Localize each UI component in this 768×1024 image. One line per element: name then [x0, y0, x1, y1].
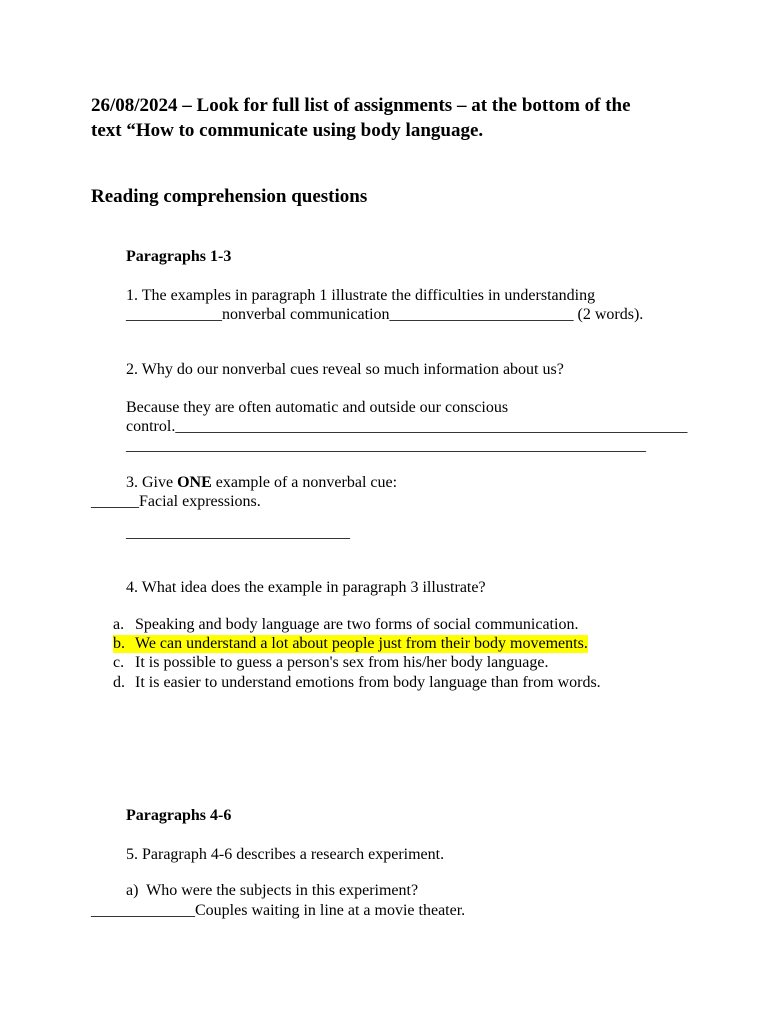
q2-answer-line2: control.________________________________________________________________ — [126, 418, 688, 435]
option-letter: c. — [113, 654, 125, 671]
q4-option-b-highlighted — [113, 635, 588, 653]
q5-sub-a: a) Who were the subjects in this experiment? — [126, 882, 419, 899]
q1-line2: ____________nonverbal communication_______________________ (2 words). — [126, 306, 644, 323]
q2-question: 2. Why do our nonverbal cues reveal so much information about us? — [126, 361, 564, 378]
q4-option-a — [113, 616, 578, 634]
assignment-note-line1: 26/08/2024 – Look for full list of assignments – at the bottom of the — [91, 95, 631, 116]
q4-question: 4. What idea does the example in paragraph 3 illustrate? — [126, 579, 486, 596]
option-letter: a. — [113, 616, 125, 633]
q3-prefix: 3. Give — [126, 474, 178, 491]
option-letter: d. — [113, 674, 125, 691]
q1-line1: 1. The examples in paragraph 1 illustrate the difficulties in understanding — [126, 287, 596, 304]
q2-answer-line3: _________________________________________________________________ — [126, 437, 646, 454]
q4-option-d — [113, 674, 601, 692]
q3-answer: ______Facial expressions. — [91, 493, 261, 510]
part2-title: Paragraphs 4-6 — [126, 807, 232, 824]
q5-answer-a: _____________Couples waiting in line at a movie theater. — [91, 902, 466, 919]
option-text: It is possible to guess a person's sex from his/her body language. — [135, 654, 549, 671]
q3-bold-word: ONE — [177, 474, 212, 491]
option-letter: b. — [113, 635, 125, 652]
q2-answer-line1: Because they are often automatic and outside our conscious — [126, 399, 509, 416]
q5-question: 5. Paragraph 4-6 describes a research experiment. — [126, 846, 445, 863]
q3-question — [126, 473, 397, 492]
part1-title: Paragraphs 1-3 — [126, 248, 232, 265]
assignment-note-line2: text “How to communicate using body language. — [91, 120, 484, 141]
option-text: Speaking and body language are two forms of social communication. — [135, 616, 579, 633]
option-text: It is easier to understand emotions from body language than from words. — [135, 674, 601, 691]
q4-option-c — [113, 654, 548, 672]
option-text: We can understand a lot about people just from their body movements. — [135, 635, 588, 652]
q3-blank-line: ____________________________ — [126, 524, 350, 541]
q3-suffix: example of a nonverbal cue: — [211, 474, 398, 491]
section-title: Reading comprehension questions — [91, 186, 368, 207]
